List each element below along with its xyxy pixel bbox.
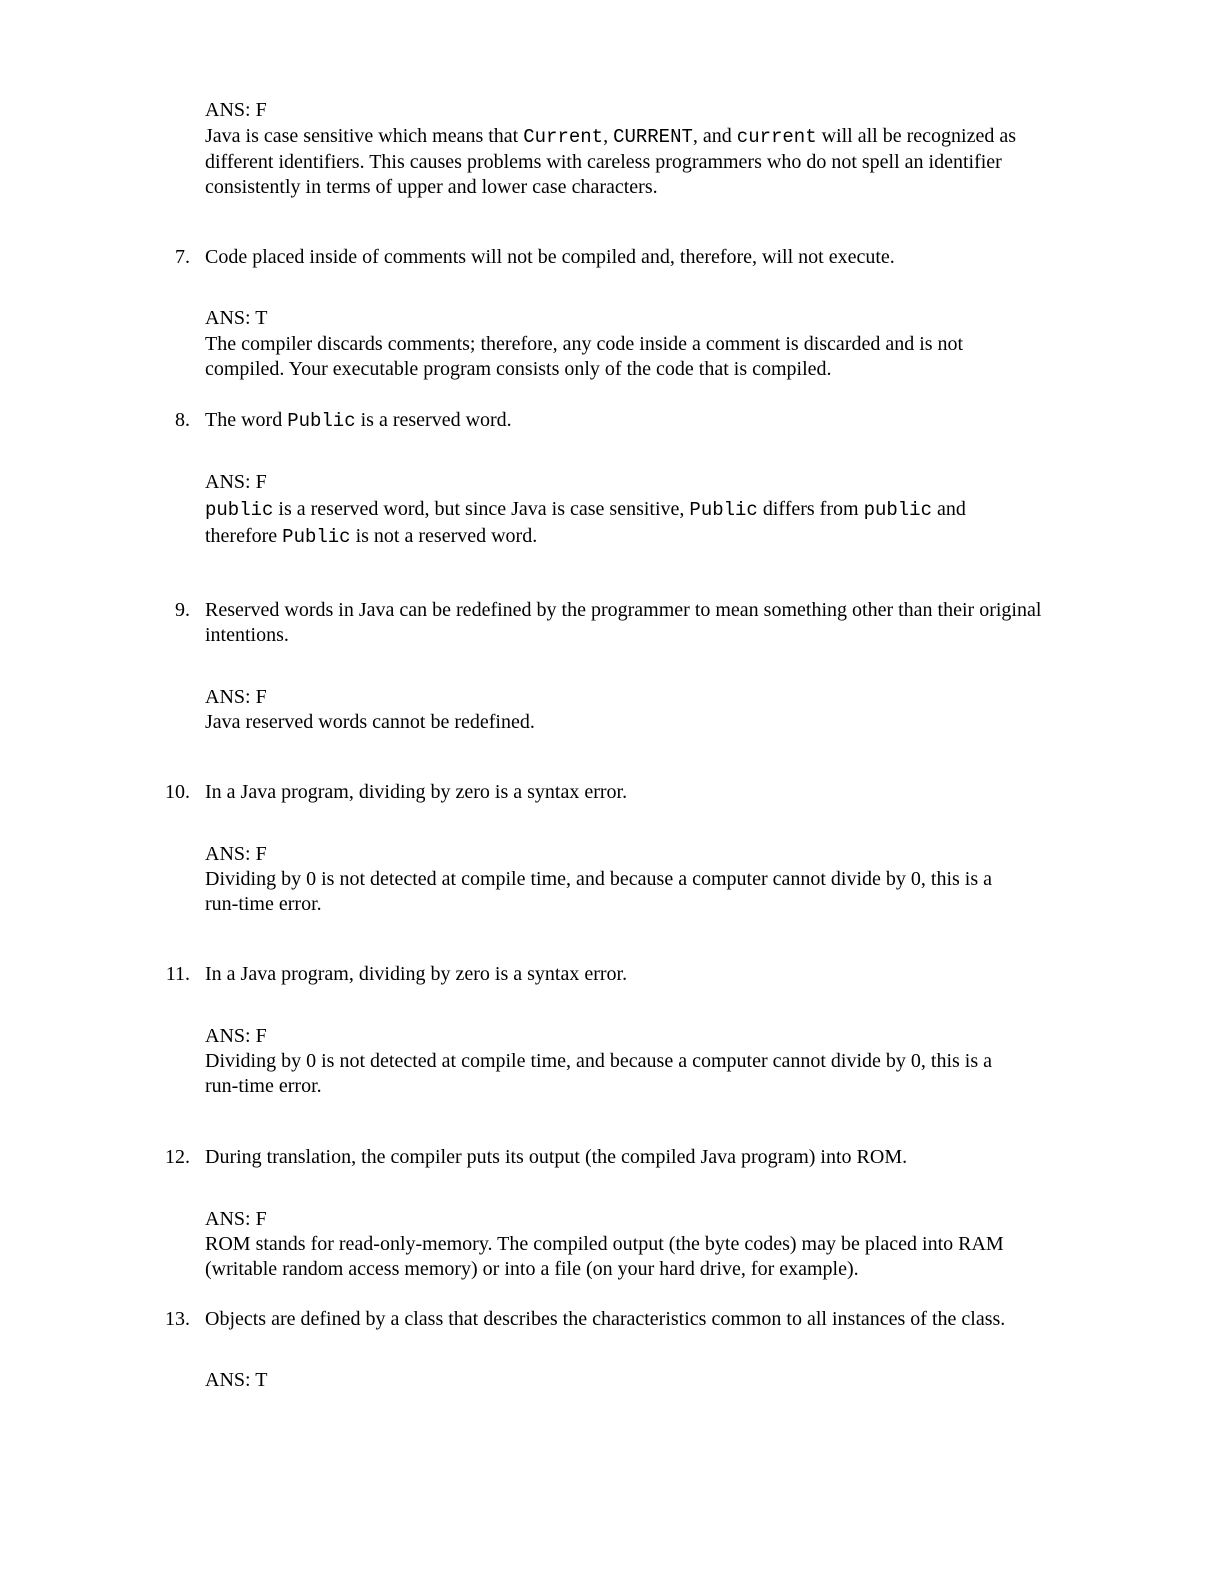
- question-text: During translation, the compiler puts its output (the compiled Java program) into ROM.: [205, 1146, 908, 1168]
- code-identifier: Current: [523, 126, 604, 148]
- text: is a reserved word, but since Java is case sensitive,: [273, 498, 690, 520]
- text: is not a reserved word.: [350, 525, 538, 547]
- question-text: In a Java program, dividing by zero is a syntax error.: [205, 963, 628, 985]
- question-text: In a Java program, dividing by zero is a syntax error.: [205, 781, 628, 803]
- text: is a reserved word.: [355, 409, 512, 431]
- explanation-line: Java reserved words cannot be redefined.: [205, 711, 535, 733]
- code-identifier: public: [205, 499, 274, 521]
- question-text: intentions.: [205, 624, 289, 646]
- text: and: [931, 498, 966, 520]
- question-number: 11.: [165, 963, 190, 985]
- answer-label: ANS: F: [205, 471, 267, 493]
- answer-label: ANS: F: [205, 843, 267, 865]
- code-identifier: current: [736, 126, 817, 148]
- explanation-line: Dividing by 0 is not detected at compile time, and because a computer cannot divide by 0, this is a: [205, 1050, 993, 1072]
- code-identifier: Public: [287, 410, 356, 432]
- question-text: Code placed inside of comments will not be compiled and, therefore, will not execute.: [205, 246, 895, 268]
- code-identifier: CURRENT: [613, 126, 693, 148]
- explanation-line: compiled. Your executable program consists only of the code that is compiled.: [205, 358, 832, 380]
- explanation-line: different identifiers. This causes problems with careless programmers who do not spell an identifier: [205, 151, 1002, 173]
- explanation-line: consistently in terms of upper and lower case characters.: [205, 176, 658, 198]
- answer-label: ANS: T: [205, 307, 268, 329]
- question-text: Objects are defined by a class that describes the characteristics common to all instances of the class.: [205, 1308, 1006, 1330]
- text: ,: [603, 125, 614, 147]
- question-number: 12.: [165, 1146, 190, 1168]
- question-number: 8.: [175, 409, 190, 431]
- question-text: Reserved words in Java can be redefined by the programmer to mean something other than their original: [205, 599, 1042, 621]
- explanation-line: run-time error.: [205, 893, 322, 915]
- text: differs from: [757, 498, 864, 520]
- question-number: 10.: [165, 781, 190, 803]
- text: , and: [692, 125, 737, 147]
- explanation-line: [205, 124, 1016, 149]
- explanation-line: run-time error.: [205, 1075, 322, 1097]
- explanation-line: ROM stands for read-only-memory. The compiled output (the byte codes) may be placed into RAM: [205, 1233, 1004, 1255]
- answer-label: ANS: F: [205, 1025, 267, 1047]
- text: The word: [205, 409, 288, 431]
- answer-label: ANS: F: [205, 686, 267, 708]
- answer-label: ANS: F: [205, 1208, 267, 1230]
- explanation-line: [205, 497, 966, 522]
- text: will all be recognized as: [816, 125, 1016, 147]
- text: Java is case sensitive which means that: [205, 125, 524, 147]
- explanation-line: The compiler discards comments; therefore, any code inside a comment is discarded and is not: [205, 333, 964, 355]
- text: therefore: [205, 525, 283, 547]
- explanation-line: [205, 524, 537, 549]
- explanation-line: Dividing by 0 is not detected at compile time, and because a computer cannot divide by 0, this is a: [205, 868, 993, 890]
- answer-label: ANS: F: [205, 99, 267, 121]
- question-number: 7.: [175, 246, 190, 268]
- explanation-line: (writable random access memory) or into a file (on your hard drive, for example).: [205, 1258, 859, 1280]
- code-identifier: Public: [689, 499, 758, 521]
- code-identifier: public: [863, 499, 932, 521]
- answer-label: ANS: T: [205, 1369, 268, 1391]
- code-identifier: Public: [282, 526, 351, 548]
- question-number: 9.: [175, 599, 190, 621]
- question-text: [205, 408, 512, 433]
- question-number: 13.: [165, 1308, 190, 1330]
